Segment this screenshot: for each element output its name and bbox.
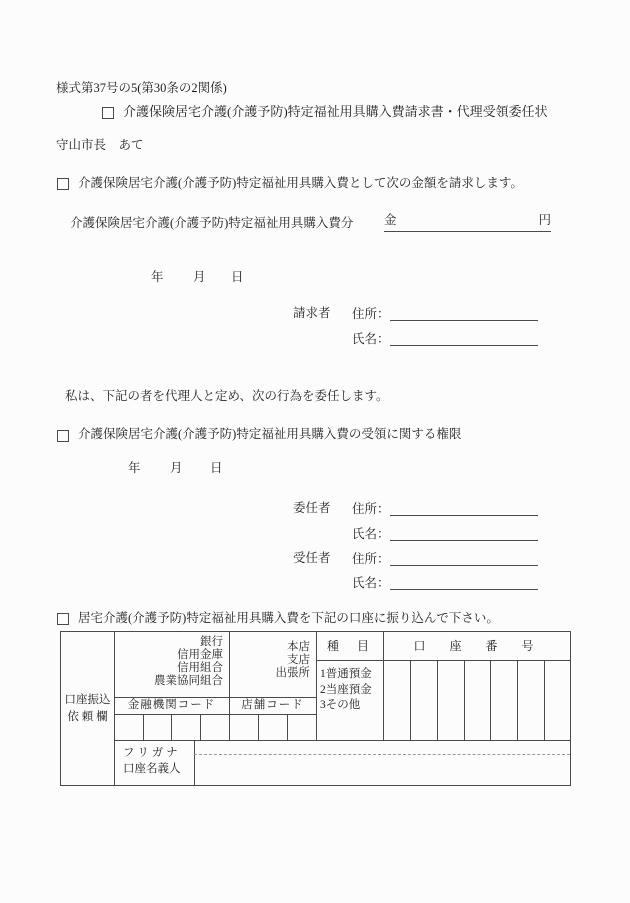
grid-line: [490, 660, 491, 740]
claimant-name-line: [390, 333, 538, 346]
furigana-divider-line: [194, 754, 570, 755]
name-label: 氏名：: [352, 332, 390, 346]
account-number-header: 口 座 番 号: [413, 639, 540, 653]
depositor-column-label: [61, 632, 114, 785]
bank-type-cell: [114, 632, 229, 697]
addressee: 守山市長 あて: [56, 138, 144, 152]
branch-type-option: 支店: [287, 653, 310, 666]
grid-line: [114, 740, 570, 741]
amount-unit: 円: [538, 213, 551, 227]
delegate-label: 受任者: [293, 551, 331, 565]
grid-line: [171, 714, 172, 740]
delegate-address-row: [352, 550, 538, 567]
amount-field: [384, 212, 551, 232]
date-month-label: 月: [170, 461, 183, 475]
grid-line: [258, 714, 259, 740]
delegator-address-line: [390, 503, 538, 516]
form-number: 様式第37号の5(第30条の2関係): [56, 81, 227, 95]
bank-code-header: 金融機関コード: [127, 699, 216, 711]
date-month-label: 月: [193, 270, 206, 284]
date-day-label: 日: [231, 270, 244, 284]
account-type-options: [316, 660, 383, 740]
grid-line: [194, 740, 195, 785]
grid-line: [114, 714, 316, 715]
amount-label: 介護保険居宅介護(介護予防)特定福祉用具購入費分: [70, 216, 354, 230]
claimant-address-row: [352, 305, 538, 322]
grid-line: [410, 660, 411, 740]
checkbox-icon: [57, 613, 69, 625]
account-type-option: 1普通預金: [320, 668, 372, 680]
grid-line: [464, 660, 465, 740]
grid-line: [114, 697, 316, 698]
branch-code-header: 店舗コード: [241, 699, 304, 711]
claimant-label: 請求者: [293, 306, 331, 320]
checkbox-icon: [57, 178, 69, 190]
transfer-statement: 居宅介護(介護予防)特定福祉用具購入費を下記の口座に振り込んで下さい。: [78, 611, 499, 625]
request-statement: 介護保険居宅介護(介護予防)特定福祉用具購入費として次の金額を請求します。: [78, 176, 523, 190]
grid-line: [200, 714, 201, 740]
grid-line: [383, 632, 384, 740]
date-year-label: 年: [128, 461, 141, 475]
address-label: 住所：: [352, 307, 390, 321]
account-transfer-table: [60, 631, 571, 786]
amount-prefix: 金: [384, 213, 397, 227]
grid-line: [437, 660, 438, 740]
bank-type-option: 銀行: [200, 636, 223, 648]
delegator-address-row: [352, 500, 538, 517]
bank-type-option: 信用金庫: [177, 648, 223, 661]
furigana-label: フ リ ガ ナ: [123, 747, 178, 759]
address-label: 住所：: [352, 552, 390, 566]
date-day-label: 日: [210, 461, 223, 475]
delegate-address-line: [390, 553, 538, 566]
grid-line: [316, 660, 570, 661]
delegator-name-line: [390, 528, 538, 541]
grid-line: [143, 714, 144, 740]
branch-type-option: 本店: [287, 641, 310, 653]
document-title: 介護保険居宅介護(介護予防)特定福祉用具購入費請求書・代理受領委任状: [123, 104, 548, 119]
grid-line: [517, 660, 518, 740]
branch-type-cell: [229, 632, 316, 697]
grid-line: [544, 660, 545, 740]
grid-line: [316, 632, 317, 740]
grid-line: [229, 632, 230, 740]
grid-line: [114, 632, 115, 785]
claimant-name-row: [352, 330, 538, 347]
name-label: 氏名：: [352, 576, 390, 590]
account-type-option: 3その他: [320, 699, 361, 711]
depositor-label-line2: 依 頼 欄: [67, 711, 108, 723]
grid-line: [287, 714, 288, 740]
bank-type-option: 農業協同組合: [154, 674, 223, 687]
branch-type-option: 出張所: [275, 666, 310, 679]
delegation-statement: 私は、下記の者を代理人と定め、次の行為を委任します。: [65, 389, 389, 403]
delegate-name-row: [352, 574, 538, 591]
delegation-authority: 介護保険居宅介護(介護予防)特定福祉用具購入費の受領に関する権限: [78, 427, 462, 441]
delegator-name-row: [352, 525, 538, 542]
account-type-option: 2当座預金: [320, 683, 372, 696]
bank-type-option: 信用組合: [177, 661, 223, 674]
account-holder-label-cell: [114, 740, 194, 785]
checkbox-icon: [102, 107, 114, 119]
depositor-label-line1: 口座振込: [64, 694, 111, 706]
date-year-label: 年: [151, 270, 164, 284]
delegate-name-line: [390, 577, 538, 590]
account-type-header: 種 目: [326, 639, 372, 653]
name-label: 氏名：: [352, 527, 390, 541]
address-label: 住所：: [352, 502, 390, 516]
delegator-label: 委任者: [293, 501, 331, 515]
checkbox-icon: [57, 430, 69, 442]
claimant-address-line: [390, 308, 538, 321]
holder-label: 口座名義人: [123, 763, 181, 775]
